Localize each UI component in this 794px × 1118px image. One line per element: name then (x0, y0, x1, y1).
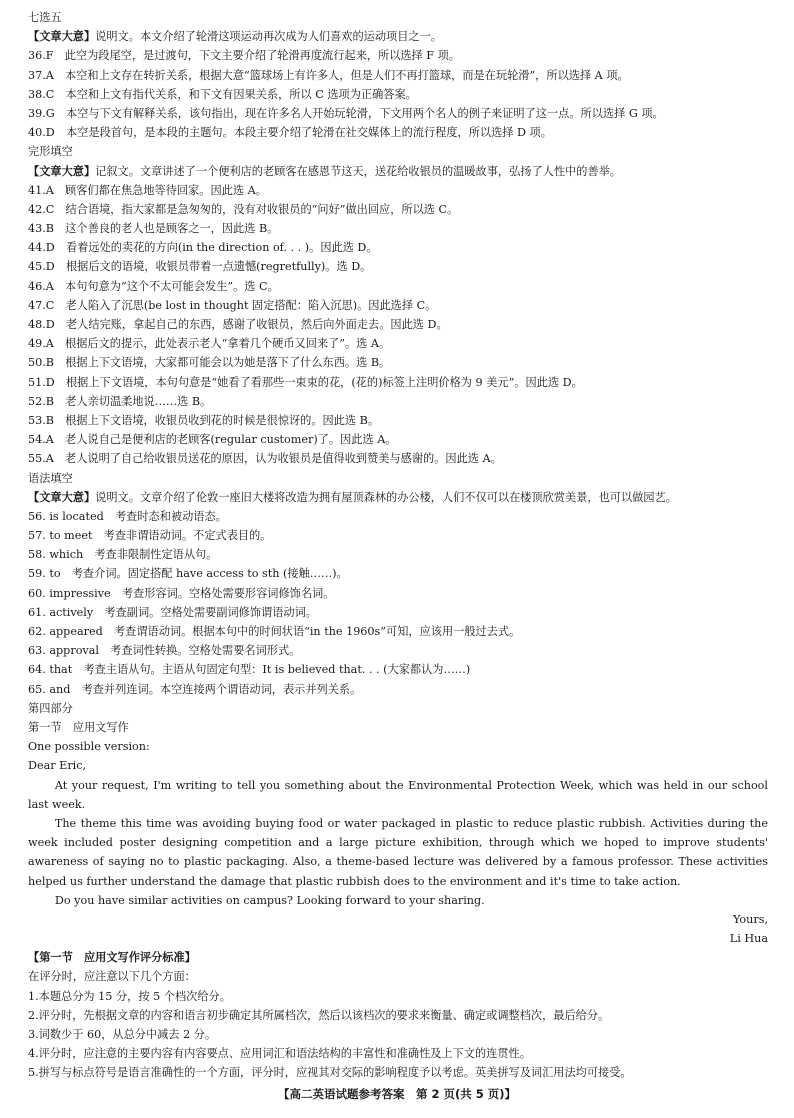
answer-key-page (28, 8, 768, 1083)
scoring-item: 2.评分时，先根据文章的内容和语言初步确定其所属档次，然后以该档次的要求来衡量、确定或调整档次，最后给分。 (28, 1008, 610, 1022)
answer-item: 37.A 本空和上文存在转折关系，根据大意“篮球场上有许多人，但是人们不再打篮球，而是在玩轮滑”，所以选择 A 项。 (28, 68, 629, 82)
answer-item: 54.A 老人说自己是便利店的老顾客(regular customer)了。因此选 A。 (28, 433, 397, 447)
article-summary (28, 488, 768, 507)
answer-item: 45.D 根据后文的语境，收银员带着一点遗憾(regretfully)。选 D。 (28, 260, 372, 274)
letter-paragraph: Do you have similar activities on campus? Looking forward to your sharing. (54, 893, 485, 907)
article-summary (28, 162, 768, 181)
answer-item: 43.B 这个善良的老人也是顾客之一，因此选 B。 (28, 222, 279, 236)
version-label: One possible version: (28, 740, 150, 754)
letter-paragraph: The theme this time was avoiding buying food or water packaged in plastic to reduce plastic rubbish. Activities during the week included poster designing competition and a large picture exhibition, through which we hoped to improve students' awareness of saying no to plastic packaging. Also, a theme-based lecture was delivered by a famous professor. These activities helped us further understand the damage that plastic rubbish does to the environment and it's time to take action. (28, 816, 768, 888)
answer-item: 41.A 顾客们都在焦急地等待回家。因此选 A。 (28, 183, 267, 197)
answer-item: 50.B 根据上下文语境，大家都可能会以为她是落下了什么东西。选 B。 (28, 356, 391, 370)
answer-item: 61. actively 考查副词。空格处需要副词修饰谓语动词。 (28, 605, 317, 619)
page-footer: 【高二英语试题参考答案 第 2 页(共 5 页)】 (277, 1087, 517, 1101)
answer-item: 48.D 老人结完账，拿起自己的东西，感谢了收银员，然后向外面走去。因此选 D。 (28, 318, 448, 331)
section-heading-cloze: 完形填空 (28, 145, 73, 159)
letter-signature: Li Hua (729, 932, 768, 946)
letter-paragraph: At your request, I'm writing to tell you something about the Environmental Protection Week, which was held in our school last week. (28, 778, 768, 811)
summary-tag: 【文章大意】 (28, 29, 96, 44)
letter-greeting: Dear Eric, (28, 759, 87, 773)
part-four-subheading: 第一节 应用文写作 (28, 720, 129, 734)
answer-item: 39.G 本空与下文有解释关系，该句指出，现在许多名人开始玩轮滑，下文用两个名人的例子来证明了这一点。所以选择 G 项。 (28, 106, 664, 120)
scoring-item: 1.本题总分为 15 分，按 5 个档次给分。 (28, 989, 231, 1003)
scoring-item: 5.拼写与标点符号是语言准确性的一个方面，评分时，应视其对交际的影响程度予以考虑。英美拼写及词汇用法均可接受。 (28, 1066, 632, 1080)
answer-item: 40.D 本空是段首句，是本段的主题句。本段主要介绍了轮滑在社交媒体上的流行程度，所以选择 D 项。 (28, 126, 552, 140)
answer-item: 58. which 考查非限制性定语从句。 (28, 548, 218, 562)
scoring-item: 4.评分时，应注意的主要内容有内容要点、应用词汇和语法结构的丰富性和准确性及上下文的连贯性。 (28, 1047, 531, 1061)
answer-item: 47.C 老人陷入了沉思(be lost in thought 固定搭配：陷入沉思)。因此选择 C。 (28, 298, 437, 312)
answer-item: 56. is located 考查时态和被动语态。 (28, 509, 227, 523)
summary-text: 说明文。本文介绍了轮滑这项运动再次成为人们喜欢的运动项目之一。 (95, 30, 442, 44)
section-heading-grammar: 语法填空 (28, 471, 73, 485)
answer-item: 59. to 考查介词。固定搭配 have access to sth (接触……)。 (28, 567, 348, 581)
summary-text: 说明文。文章介绍了伦敦一座旧大楼将改造为拥有屋顶森林的办公楼，人们不仅可以在楼顶欣赏美景，也可以做园艺。 (95, 490, 677, 504)
summary-tag: 【文章大意】 (28, 489, 96, 504)
answer-item: 55.A 老人说明了自己给收银员送花的原因，认为收银员是值得收到赞美与感谢的。因此选 A。 (28, 452, 502, 466)
article-summary (28, 27, 768, 46)
answer-item: 46.A 本句句意为“这个不太可能会发生”。选 C。 (28, 279, 279, 293)
part-four-heading: 第四部分 (28, 701, 73, 715)
answer-item: 53.B 根据上下文语境，收银员收到花的时候是很惊讶的。因此选 B。 (28, 413, 380, 427)
answer-item: 60. impressive 考查形容词。空格处需要形容词修饰名词。 (28, 586, 335, 600)
answer-item: 64. that 考查主语从句。主语从句固定句型：It is believed that. . . (大家都认为……) (28, 663, 471, 677)
section-heading-seven-choose-five: 七选五 (28, 11, 62, 24)
answer-item: 44.D 看着远处的卖花的方向(in the direction of. . . )。因此选 D。 (28, 241, 378, 255)
answer-item: 63. approval 考查词性转换。空格处需要名词形式。 (28, 644, 301, 658)
summary-tag: 【文章大意】 (28, 163, 96, 178)
summary-text: 记叙文。文章讲述了一个便利店的老顾客在感恩节这天，送花给收银员的温暖故事，弘扬了人性中的善举。 (95, 164, 621, 178)
answer-item: 38.C 本空和上文有指代关系，和下文有因果关系，所以 C 选项为正确答案。 (28, 87, 417, 101)
answer-item: 57. to meet 考查非谓语动词。不定式表目的。 (28, 529, 272, 543)
answer-item: 42.C 结合语境，指大家都是急匆匆的，没有对收银员的“问好”做出回应，所以选 C。 (28, 202, 459, 216)
scoring-title: 【第一节 应用文写作评分标准】 (28, 950, 196, 965)
answer-item: 52.B 老人亲切温柔地说……选 B。 (28, 394, 212, 408)
scoring-item: 3.词数少于 60，从总分中减去 2 分。 (28, 1028, 217, 1042)
answer-item: 62. appeared 考查谓语动词。根据本句中的时间状语“in the 1960s”可知，应该用一般过去式。 (28, 625, 521, 638)
scoring-intro: 在评分时，应注意以下几个方面： (28, 970, 196, 984)
answer-item: 65. and 考查并列连词。本空连接两个谓语动词，表示并列关系。 (28, 682, 362, 696)
answer-item: 51.D 根据上下文语境，本句句意是“她看了看那些一束束的花，(花的)标签上注明价格为 9 美元”。因此选 D。 (28, 375, 583, 389)
answer-item: 49.A 根据后文的提示，此处表示老人“拿着几个硬币又回来了”。选 A。 (28, 337, 391, 351)
letter-closing: Yours, (733, 912, 768, 926)
answer-item: 36.F 此空为段尾空，是过渡句，下文主要介绍了轮滑再度流行起来，所以选择 F 项。 (28, 49, 460, 63)
